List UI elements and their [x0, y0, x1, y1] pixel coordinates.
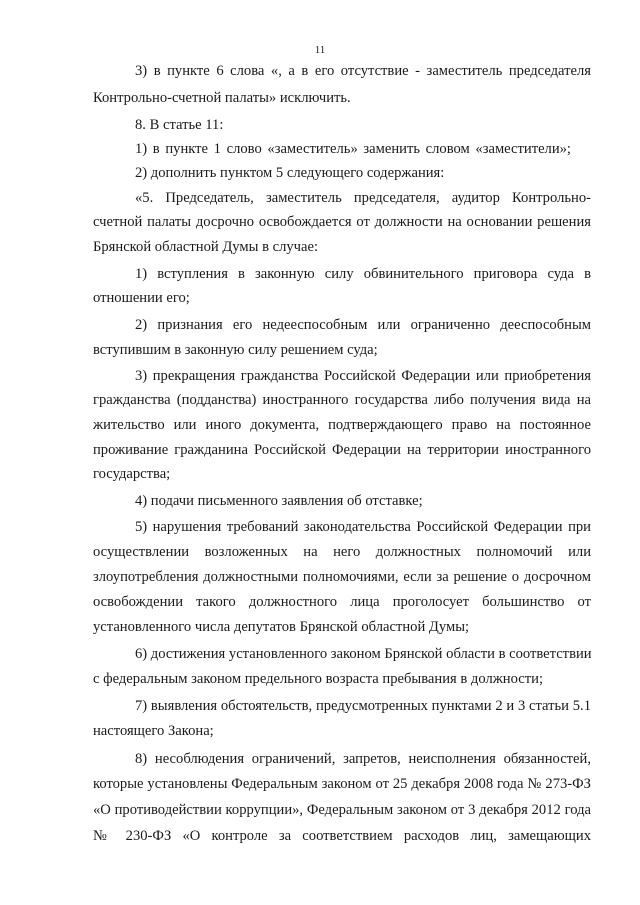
text-line: осуществлении возложенных на него должностных полномочий или	[93, 544, 591, 560]
text-line: 3) в пункте 6 слова «, а в его отсутствие - заместитель председателя	[135, 63, 591, 79]
text-line: установленного числа депутатов Брянской областной Думы;	[93, 619, 470, 635]
text-line: 7) выявления обстоятельств, предусмотренных пунктами 2 и 3 статьи 5.1	[135, 698, 591, 714]
text-line: «О противодействии коррупции», Федеральным законом от 3 декабря 2012 года	[93, 802, 591, 818]
text-line: вступившим в законную силу решением суда;	[93, 342, 378, 358]
text-line: 3) прекращения гражданства Российской Федерации или приобретения	[135, 368, 591, 384]
text-line: отношении его;	[93, 290, 190, 306]
text-line: проживание гражданина Российской Федерации на территории иностранного	[93, 442, 591, 458]
text-line: 4) подачи письменного заявления об отставке;	[135, 493, 423, 509]
text-line: с федеральным законом предельного возраста пребывания в должности;	[93, 671, 543, 687]
text-line: гражданства (подданства) иностранного государства либо получения вида на	[93, 392, 591, 408]
text-line: Контрольно-счетной палаты» исключить.	[93, 90, 351, 106]
text-line: настоящего Закона;	[93, 723, 214, 739]
text-line: 8) несоблюдения ограничений, запретов, неисполнения обязанностей,	[135, 751, 591, 767]
text-line: «5. Председатель, заместитель председателя, аудитор Контрольно-	[135, 190, 591, 206]
text-line: жительство или иного документа, подтверждающего право на постоянное	[93, 417, 591, 433]
text-line: 1) вступления в законную силу обвинительного приговора суда в	[135, 266, 591, 282]
text-line: освобождении такого должностного лица проголосует большинство от	[93, 594, 591, 610]
text-line: злоупотребления должностными полномочиями, если за решение о досрочном	[93, 569, 591, 585]
text-line: счетной палаты досрочно освобождается от должности на основании решения	[93, 214, 591, 230]
text-line: № 230-ФЗ «О контроле за соответствием расходов лиц, замещающих	[93, 828, 591, 844]
text-line: 2) дополнить пунктом 5 следующего содержания:	[135, 165, 445, 181]
page-number: 11	[314, 44, 326, 56]
text-line: 5) нарушения требований законодательства Российской Федерации при	[135, 519, 591, 535]
text-line: Брянской областной Думы в случае:	[93, 239, 319, 255]
text-line: которые установлены Федеральным законом от 25 декабря 2008 года № 273-ФЗ	[93, 776, 591, 792]
text-line: 6) достижения установленного законом Брянской области в соответствии	[135, 646, 592, 662]
text-line: государства;	[93, 466, 171, 482]
text-line: 8. В статье 11:	[135, 117, 224, 133]
text-line: 2) признания его недееспособным или ограниченно дееспособным	[135, 317, 591, 333]
text-line: 1) в пункте 1 слово «заместитель» заменить словом «заместители»;	[135, 141, 571, 157]
